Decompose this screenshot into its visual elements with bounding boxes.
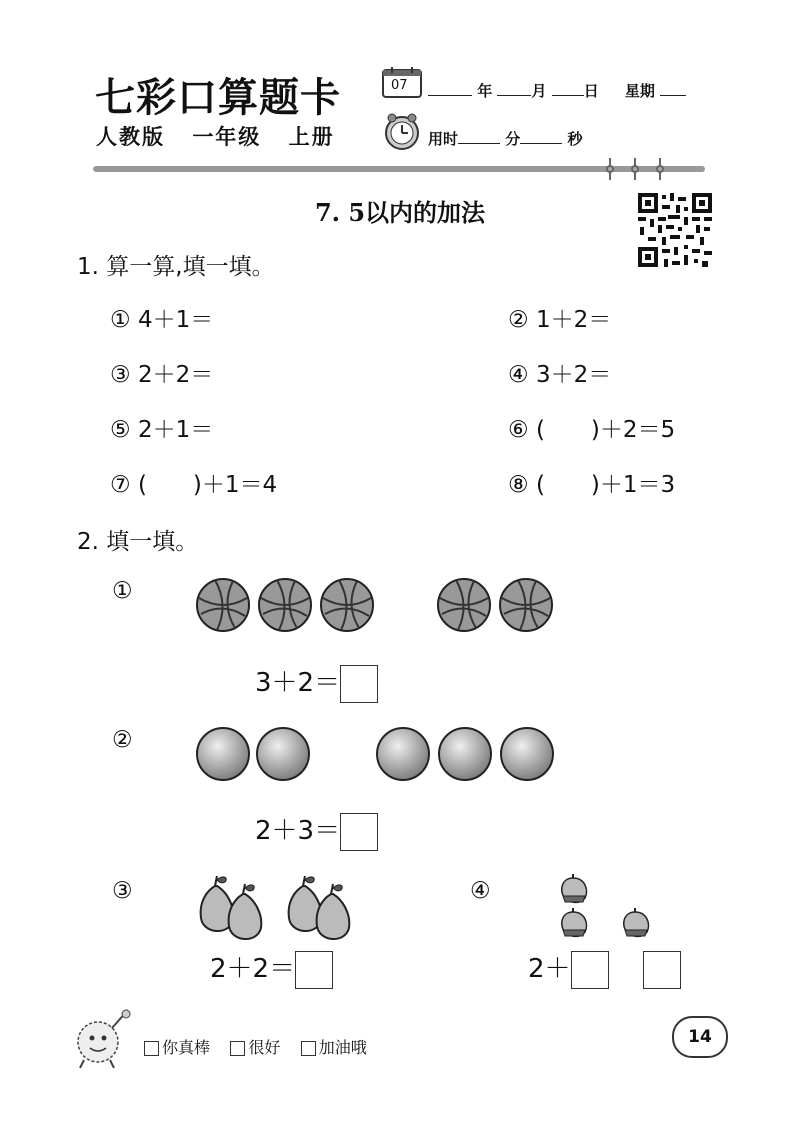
problem-1: ① 4＋1＝	[110, 307, 214, 333]
item-2-equation: 2＋3＝	[255, 810, 378, 851]
ball-group-2	[375, 726, 560, 782]
checkbox-icon	[301, 1041, 316, 1056]
rating-keep-going[interactable]: 加油哦	[301, 1038, 367, 1057]
problem-8: ⑧ ( )＋1＝3	[508, 472, 676, 498]
problem-7: ⑦ ( )＋1＝4	[110, 472, 278, 498]
pear-group	[195, 872, 360, 940]
answer-box[interactable]	[340, 813, 378, 851]
time-fields: 用时 分 秒	[428, 130, 583, 148]
answer-box[interactable]	[340, 665, 378, 703]
brand-title: 七彩口算题卡	[95, 74, 341, 121]
question-1-heading: 1. 算一算,填一填。	[77, 254, 275, 280]
basketball-group-1	[195, 576, 380, 634]
item-2-number: ②	[112, 727, 133, 753]
problem-3: ③ 2＋2＝	[110, 362, 214, 388]
problem-6: ⑥ ( )＋2＝5	[508, 417, 676, 443]
checkbox-icon	[144, 1041, 159, 1056]
page-number: 14	[672, 1016, 728, 1058]
item-1-equation: 3＋2＝	[255, 662, 378, 703]
section-title: 7. 5以内的加法	[314, 198, 486, 227]
calendar-icon	[382, 67, 422, 99]
date-fields: 年 月 日 星期	[428, 80, 686, 101]
problem-2: ② 1＋2＝	[508, 307, 612, 333]
problem-4: ④ 3＋2＝	[508, 362, 612, 388]
edition-line	[96, 121, 353, 151]
item-3-equation: 2＋2＝	[210, 948, 333, 989]
volume: 上册	[288, 125, 335, 149]
edition: 人教版	[96, 125, 165, 149]
item-4-equation: 2＋	[528, 948, 681, 989]
item-4-number: ④	[470, 878, 491, 904]
question-2-heading: 2. 填一填。	[77, 529, 199, 555]
clock-icon	[382, 112, 422, 152]
answer-box[interactable]	[643, 951, 681, 989]
peach-group	[555, 872, 655, 942]
item-1-number: ①	[112, 578, 133, 604]
ball-group-1	[195, 726, 315, 782]
rating-good[interactable]: 很好	[230, 1038, 280, 1057]
answer-box[interactable]	[295, 951, 333, 989]
basketball-group-2	[436, 576, 560, 634]
problem-5: ⑤ 2＋1＝	[110, 417, 214, 443]
rating-options	[144, 1035, 367, 1058]
divider-pins	[600, 156, 670, 182]
calendar-day: 07	[391, 78, 408, 93]
grade: 一年级	[192, 125, 262, 149]
qr-code[interactable]	[638, 193, 712, 267]
checkbox-icon	[230, 1041, 245, 1056]
item-3-number: ③	[112, 878, 133, 904]
answer-box[interactable]	[571, 951, 609, 989]
mascot-icon	[72, 1006, 134, 1070]
rating-great[interactable]: 你真棒	[144, 1038, 210, 1057]
